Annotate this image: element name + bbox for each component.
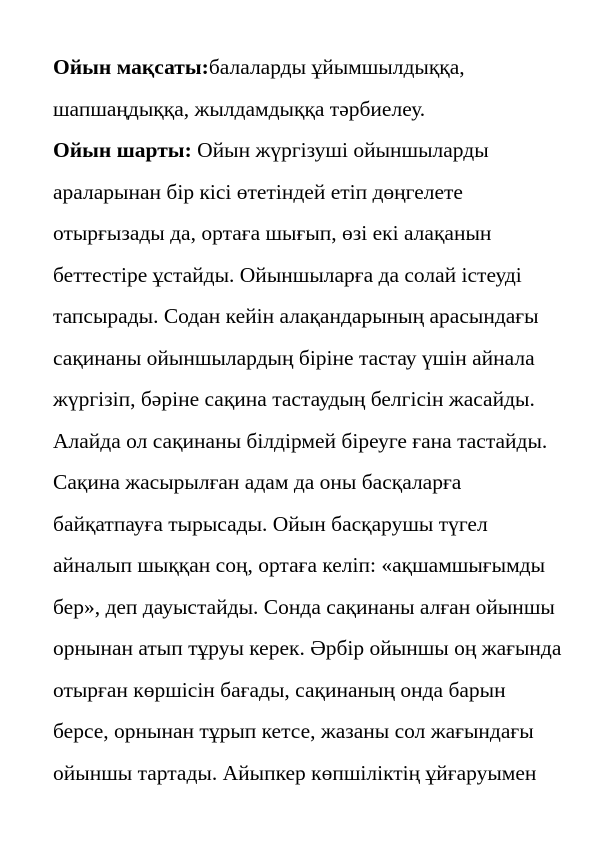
text-line: бер», деп дауыстайды. Сонда сақинаны алған ойыншы [53, 594, 555, 619]
goal-paragraph [53, 47, 573, 130]
text-line: сақинаны ойыншылардың біріне тастау үшін айнала [53, 345, 535, 370]
text-line: араларынан бір кісі өтетіндей етіп дөңгелете [53, 179, 463, 204]
goal-label: Ойын мақсаты: [53, 55, 209, 79]
text-line: беттестіре ұстайды. Ойыншыларға да солай істеуді [53, 262, 522, 287]
text-line [53, 130, 573, 172]
text-line: тапсырады. Содан кейін алақандарының арасындағы [53, 304, 539, 328]
goal-text: балаларды ұйымшылдыққа, [208, 55, 465, 79]
text-line [53, 47, 573, 89]
document-body [53, 47, 573, 794]
text-line: отырғызады да, ортаға шығып, өзі екі алақанын [53, 221, 492, 245]
text-line: шапшаңдыққа, жылдамдыққа тәрбиелеу. [53, 96, 426, 121]
text-line: орнынан атып тұруы керек. Әрбір ойыншы оң жағында [53, 636, 562, 660]
rules-text: Ойын жүргізуші ойыншыларды [191, 138, 489, 162]
text-line: ойыншы тартады. Айыпкер көпшіліктің ұйғаруымен [53, 760, 537, 785]
text-line: жүргізіп, бәріне сақина тастаудың белгісін жасайды. [53, 387, 535, 411]
text-line: байқатпауға тырысады. Ойын басқарушы түгел [53, 511, 488, 536]
rules-paragraph [53, 130, 573, 794]
text-line: Сақина жасырылған адам да оны басқаларға [53, 470, 462, 494]
text-line: айналып шыққан соң, ортаға келіп: «ақшамшығымды [53, 553, 546, 577]
text-line: отырған көршісін бағады, сақинаның онда барын [53, 677, 506, 702]
text-line: Алайда ол сақинаны білдірмей біреуге ғана тастайды. [53, 428, 548, 453]
rules-label: Ойын шарты: [53, 138, 192, 162]
text-line: берсе, орнынан тұрып кетсе, жазаны сол жағындағы [53, 719, 534, 743]
